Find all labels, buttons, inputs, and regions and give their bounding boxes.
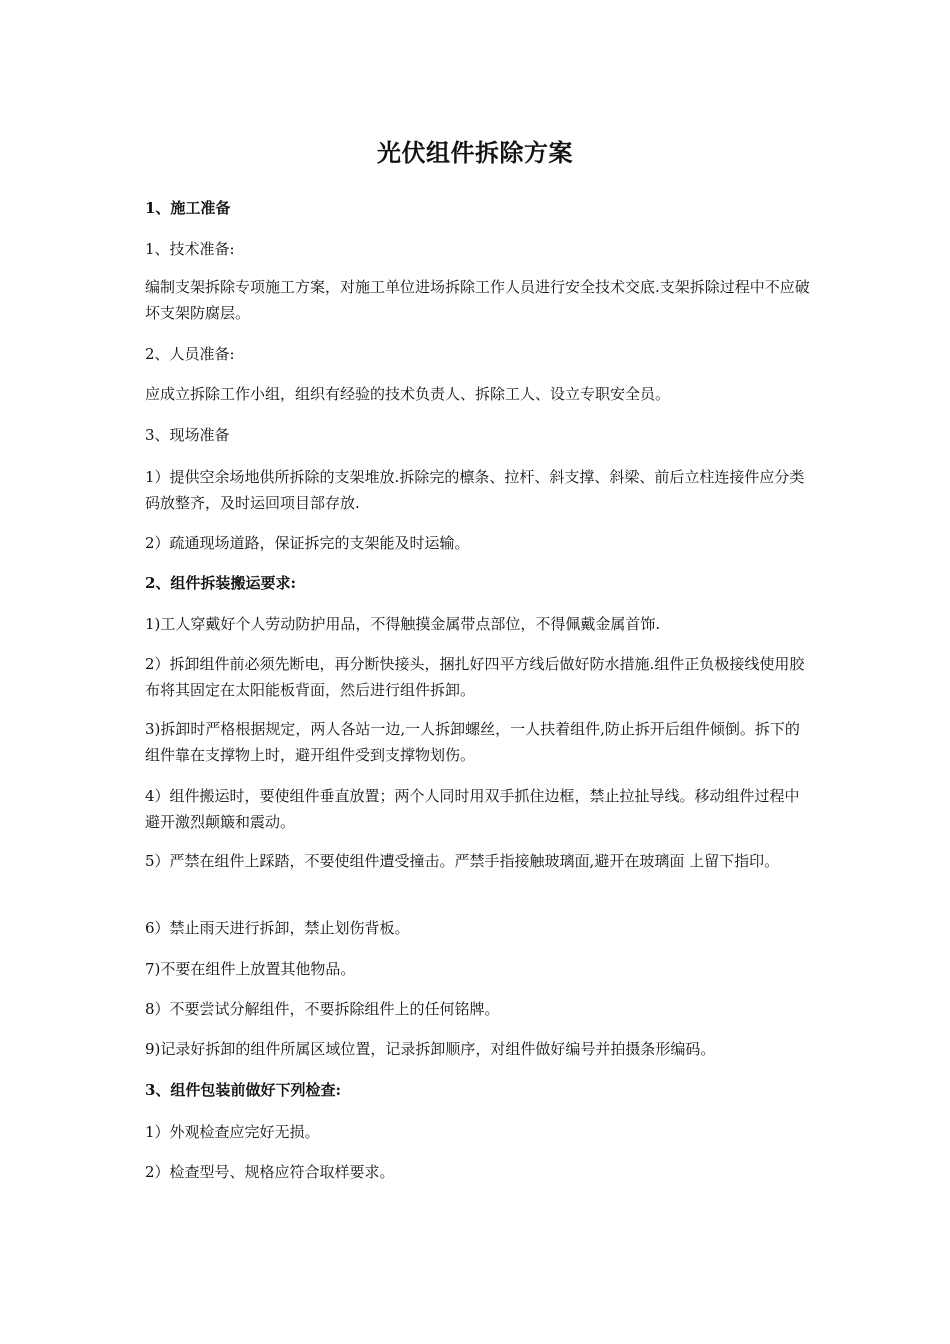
subheading-technical-preparation: 1、技术准备: <box>145 240 235 258</box>
pre-packaging-check-2: 2）检查型号、规格应符合取样要求。 <box>145 1163 395 1181</box>
section-heading-pre-packaging-checks: 3、组件包装前做好下列检查: <box>145 1081 341 1099</box>
removal-requirement-8: 8）不要尝试分解组件，不要拆除组件上的任何铭牌。 <box>145 1000 500 1018</box>
removal-requirement-3: 3)拆卸时严格根据规定，两人各站一边,一人拆卸螺丝，一人扶着组件,防止拆开后组件倾倒。拆下的组件靠在支撑物上时，避开组件受到支撑物划伤。 <box>145 720 800 764</box>
removal-requirement-6: 6）禁止雨天进行拆卸，禁止划伤背板。 <box>145 919 410 937</box>
site-preparation-item-1: 1）提供空余场地供所拆除的支架堆放.拆除完的檩条、拉杆、斜支撑、斜梁、前后立柱连接件应分类码放整齐，及时运回项目部存放. <box>145 468 805 512</box>
removal-requirement-4: 4）组件搬运时，要使组件垂直放置；两个人同时用双手抓住边框，禁止拉扯导线。移动组件过程中避开激烈颠簸和震动。 <box>145 787 800 831</box>
document-title: 光伏组件拆除方案 <box>377 138 573 167</box>
paragraph-personnel-preparation: 应成立拆除工作小组，组织有经验的技术负责人、拆除工人、设立专职安全员。 <box>145 385 671 403</box>
site-preparation-item-2: 2）疏通现场道路，保证拆完的支架能及时运输。 <box>145 534 470 552</box>
section-heading-module-removal-requirements: 2、组件拆装搬运要求: <box>145 574 296 592</box>
removal-requirement-1: 1)工人穿戴好个人劳动防护用品，不得触摸金属带点部位，不得佩戴金属首饰. <box>145 615 661 633</box>
subheading-personnel-preparation: 2、人员准备: <box>145 345 235 363</box>
removal-requirement-2: 2）拆卸组件前必须先断电，再分断快接头，捆扎好四平方线后做好防水措施.组件正负极接线使用胶布将其固定在太阳能板背面，然后进行组件拆卸。 <box>145 655 805 699</box>
subheading-site-preparation: 3、现场准备 <box>145 426 230 444</box>
removal-requirement-7: 7)不要在组件上放置其他物品。 <box>145 960 356 978</box>
removal-requirement-9: 9)记录好拆卸的组件所属区域位置，记录拆卸顺序，对组件做好编号并拍摄条形编码。 <box>145 1040 716 1058</box>
section-heading-construction-preparation: 1、施工准备 <box>145 199 231 217</box>
pre-packaging-check-1: 1）外观检查应完好无损。 <box>145 1123 320 1141</box>
removal-requirement-5: 5）严禁在组件上踩踏，不要使组件遭受撞击。严禁手指接触玻璃面,避开在玻璃面 上留下指印。 <box>145 852 780 870</box>
paragraph-technical-preparation: 编制支架拆除专项施工方案，对施工单位进场拆除工作人员进行安全技术交底.支架拆除过程中不应破坏支架防腐层。 <box>145 278 810 322</box>
